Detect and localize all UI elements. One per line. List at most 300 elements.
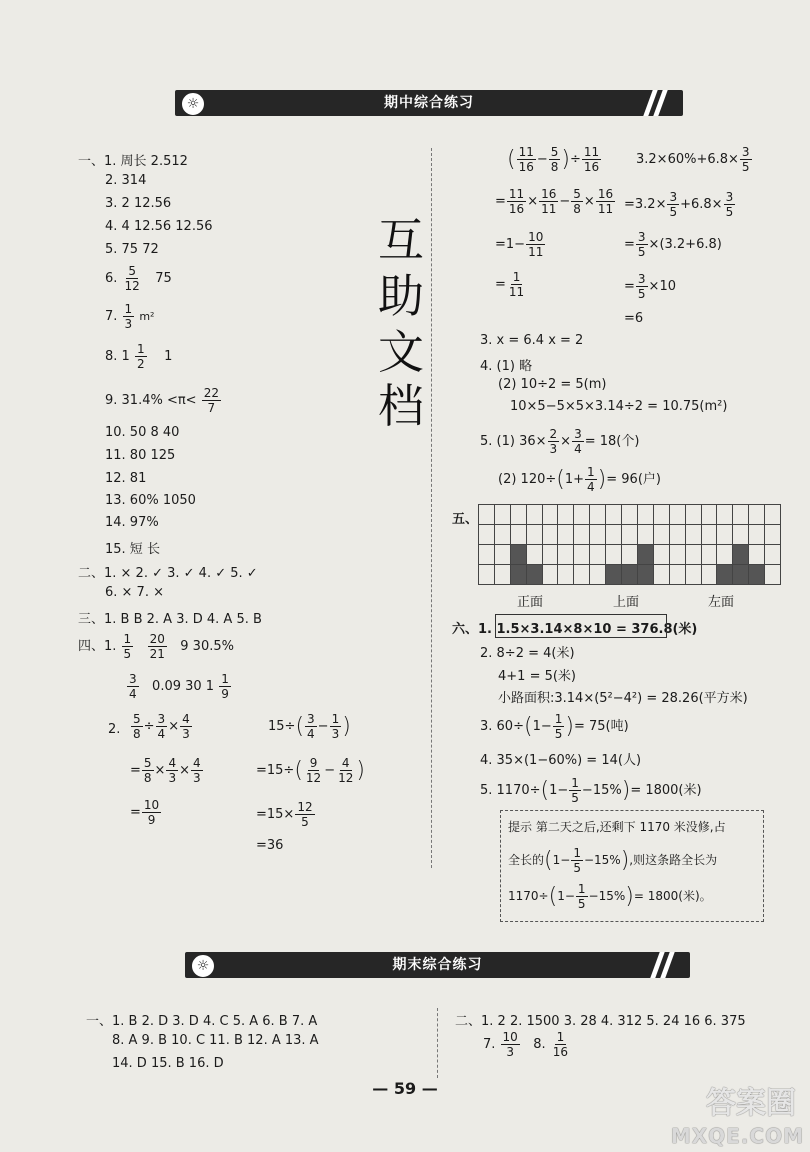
grid-cell xyxy=(637,564,654,585)
denominator: 11 xyxy=(528,245,544,259)
item-label: 8. xyxy=(533,1037,546,1052)
bracket: ( xyxy=(556,467,565,492)
bracket: ) xyxy=(625,884,634,909)
denominator: 5 xyxy=(577,897,586,911)
numerator: 10 xyxy=(502,1030,518,1044)
grid-cell xyxy=(494,544,511,565)
grid-cell xyxy=(605,564,622,585)
numerator: 11 xyxy=(583,145,600,159)
section-title: 期中综合练习 xyxy=(384,95,474,111)
fraction xyxy=(180,712,192,741)
equation-line: 15÷( $\frac{3}{4}$ − $\frac{1}{3}$ ) xyxy=(268,712,351,741)
denominator: 21 xyxy=(149,647,165,661)
denominator: 11 xyxy=(508,285,525,299)
bracket: ) xyxy=(356,758,365,783)
denominator: 4 xyxy=(574,442,582,456)
answer-line: 二、1. × 2. ✓ 3. ✓ 4. ✓ 5. ✓ xyxy=(78,566,258,581)
fraction xyxy=(582,145,601,174)
grid-cell xyxy=(685,504,702,525)
grid-cell xyxy=(573,544,590,565)
denominator: 5 xyxy=(123,647,132,661)
grid-cell xyxy=(716,544,733,565)
numerator: 1 xyxy=(512,270,521,284)
bracket: ( xyxy=(294,758,303,783)
answer-line: 小路面积:3.14×(5²−4²) = 28.26(平方米) xyxy=(498,691,748,706)
answer-line: 10. 50 8 40 xyxy=(105,425,180,440)
answer-line: 10×5−5×5×3.14÷2 = 10.75(m²) xyxy=(510,399,728,414)
answer-line: 2. 8÷2 = 4(米) xyxy=(480,646,575,661)
fraction xyxy=(571,187,583,216)
grid-cell xyxy=(542,564,559,585)
grid-cell xyxy=(653,564,670,585)
grid-cell xyxy=(732,524,749,545)
equation-text: = 96(户) xyxy=(606,472,661,487)
numerator: 5 xyxy=(128,264,136,278)
fraction xyxy=(135,342,147,371)
section-title: 期末综合练习 xyxy=(392,957,483,973)
page-number: — 59 — xyxy=(372,1079,438,1098)
bracket: ) xyxy=(565,714,574,739)
denominator: 5 xyxy=(741,160,750,174)
grid-cell xyxy=(605,504,622,525)
denominator: 3 xyxy=(331,727,340,741)
grid-cell xyxy=(669,544,686,565)
numerator: 5 xyxy=(550,145,559,159)
grid-cell xyxy=(669,564,686,585)
grid-cell xyxy=(621,544,638,565)
numerator: 1 xyxy=(587,465,595,479)
numerator: 20 xyxy=(149,632,165,646)
numerator: 3 xyxy=(307,712,315,726)
hint-line: 1170÷(1− $\frac{1}{5}$ −15%)= 1800(米)。 xyxy=(508,882,712,911)
answer-line: 4. 35×(1−60%) = 14(人) xyxy=(480,753,642,768)
section-label: 五、 xyxy=(452,512,479,527)
lightbulb-icon: ☼ xyxy=(191,954,215,978)
hint-line: 提示 第二天之后,还剩下 1170 米没修,占 xyxy=(508,820,726,834)
denominator: 12 xyxy=(124,279,140,293)
grid-cell xyxy=(716,564,733,585)
fraction xyxy=(304,756,323,785)
fraction xyxy=(576,882,588,911)
denominator: 16 xyxy=(583,160,600,174)
numerator: 2 xyxy=(549,427,558,441)
numerator: 3 xyxy=(741,145,750,159)
grid-cell xyxy=(478,564,495,585)
answer-line: 六、1. 1.5×3.14×8×10 = 376.8(米) xyxy=(452,622,698,637)
numerator: 1 xyxy=(331,712,340,726)
grid-cell xyxy=(669,504,686,525)
fraction xyxy=(636,230,648,259)
answer-line: 5. 75 72 xyxy=(105,242,159,257)
answer-value: 0.09 30 1 xyxy=(152,679,215,694)
equation-line: = $\frac{5}{8}$ × $\frac{4}{3}$ × $\frac{4}{3}$ xyxy=(130,756,201,785)
hint-text: = 1800(米)。 xyxy=(633,889,712,903)
grid-cell xyxy=(637,524,654,545)
numerator: 10 xyxy=(528,230,544,244)
equation-line: = $\frac{11}{16}$ × $\frac{16}{11}$ − $\frac{5}{8}$ × $\frac{16}{11}$ xyxy=(495,187,614,216)
numerator: 5 xyxy=(573,187,581,201)
grid-cell xyxy=(526,524,543,545)
answer-line: 5. 1170÷(1− $\frac{1}{5}$ −15%)= 1800(米) xyxy=(480,776,702,805)
denominator: 9 xyxy=(221,687,229,701)
equation-line xyxy=(624,190,736,219)
denominator: 8 xyxy=(133,727,141,741)
answer-line xyxy=(126,672,232,701)
answer-line xyxy=(105,302,154,331)
numerator: 22 xyxy=(203,386,219,400)
answer-value: 1 xyxy=(164,349,173,364)
grid-cell xyxy=(589,544,606,565)
denominator: 12 xyxy=(338,771,354,785)
column-divider xyxy=(437,1008,438,1078)
fraction xyxy=(202,386,221,415)
watermark-logo: 答案圈 xyxy=(706,1086,796,1121)
grid-cell xyxy=(685,564,702,585)
answer-line: 6. × 7. × xyxy=(105,585,164,600)
grid-cell xyxy=(653,504,670,525)
grid-cell xyxy=(542,504,559,525)
fraction xyxy=(123,264,142,293)
grid-cell xyxy=(621,504,638,525)
denominator: 12 xyxy=(305,771,322,785)
grid-cell xyxy=(732,504,749,525)
fraction xyxy=(553,712,565,741)
column-divider xyxy=(431,148,432,868)
fraction xyxy=(219,672,231,701)
denominator: 5 xyxy=(301,815,309,829)
equation-text: ×10 xyxy=(648,279,676,294)
fraction xyxy=(551,1030,570,1059)
equation-line xyxy=(495,230,546,259)
hint-line: 全长的(1− $\frac{1}{5}$ −15%),则这条路全长为 xyxy=(508,846,718,875)
denominator: 4 xyxy=(587,480,595,494)
numerator: 11 xyxy=(518,145,534,159)
grid-cell xyxy=(605,544,622,565)
item-label: 9. 31.4% <π< xyxy=(105,393,197,408)
fraction xyxy=(123,302,135,331)
bracket: ( xyxy=(548,884,558,909)
fraction xyxy=(166,756,178,785)
denominator: 11 xyxy=(597,202,614,216)
handwritten-text: 文 xyxy=(378,325,424,379)
fraction xyxy=(549,145,561,174)
answer-line: 8. A 9. B 10. C 11. B 12. A 13. A xyxy=(112,1033,319,1048)
denominator: 8 xyxy=(550,160,559,174)
fraction xyxy=(740,145,752,174)
grid-cell xyxy=(685,544,702,565)
equation-text: =1− xyxy=(495,237,526,252)
denominator: 3 xyxy=(193,771,201,785)
answer-value: 9 30.5% xyxy=(180,639,234,654)
answer-line: 二、1. 2 2. 1500 3. 28 4. 312 5. 24 16 6. 375 xyxy=(455,1014,746,1029)
denominator: 8 xyxy=(143,771,152,785)
grid-cell xyxy=(764,504,781,525)
denominator: 3 xyxy=(506,1045,514,1059)
numerator: 10 xyxy=(143,798,160,812)
grid-cell xyxy=(494,504,511,525)
equation-line: = $\frac{1}{11}$ xyxy=(495,270,525,299)
answer-box xyxy=(495,614,667,638)
denominator: 4 xyxy=(129,687,137,701)
numerator: 4 xyxy=(193,756,201,770)
numerator: 4 xyxy=(182,712,190,726)
numerator: 3 xyxy=(725,190,734,204)
answer-value: 75 xyxy=(155,271,172,286)
numerator: 1 xyxy=(123,632,132,646)
equation-line: =6 xyxy=(624,311,644,326)
grid-cell xyxy=(557,544,574,565)
section-banner-final xyxy=(185,952,690,978)
numerator: 3 xyxy=(157,712,166,726)
grid-cell xyxy=(573,564,590,585)
denominator: 3 xyxy=(182,727,190,741)
numerator: 11 xyxy=(508,187,525,201)
fraction xyxy=(539,187,558,216)
numerator: 1 xyxy=(571,776,579,790)
handwritten-text: 档 xyxy=(378,379,424,433)
fraction xyxy=(330,712,342,741)
numerator: 5 xyxy=(143,756,152,770)
answer-line: 15. 短 长 xyxy=(105,542,160,557)
grid-cell xyxy=(526,544,543,565)
fraction xyxy=(517,145,536,174)
hint-text: ,则这条路全长为 xyxy=(629,853,718,867)
answer-line: 4+1 = 5(米) xyxy=(498,669,577,684)
equation-text: =3.2× xyxy=(624,197,667,212)
fraction xyxy=(142,756,154,785)
grid-cell xyxy=(748,504,765,525)
numerator: 3 xyxy=(637,272,646,286)
answer-line: 一、1. B 2. D 3. D 4. C 5. A 6. B 7. A xyxy=(86,1014,318,1029)
fraction xyxy=(571,846,583,875)
numerator: 16 xyxy=(597,187,614,201)
fraction xyxy=(148,632,167,661)
grid-cell xyxy=(621,564,638,585)
hint-text: −15% xyxy=(588,889,626,903)
grid-cell xyxy=(510,544,527,565)
answer-line: 14. D 15. B 16. D xyxy=(112,1056,224,1071)
grid-cell xyxy=(542,524,559,545)
grid-cell xyxy=(685,524,702,545)
grid-cell xyxy=(589,564,606,585)
numerator: 5 xyxy=(133,712,141,726)
equation-line: = $\frac{10}{9}$ xyxy=(130,798,160,827)
denominator: 5 xyxy=(669,205,678,219)
denominator: 2 xyxy=(136,357,145,371)
answer-line xyxy=(105,342,172,371)
unit-label: m² xyxy=(139,310,155,323)
grid-cell xyxy=(716,524,733,545)
answer-line: 2. xyxy=(108,722,121,737)
answer-line: 2. 314 xyxy=(105,173,147,188)
fraction xyxy=(142,798,161,827)
grid-cell xyxy=(557,504,574,525)
grid-cell xyxy=(526,564,543,585)
equation-text: = 75(吨) xyxy=(573,719,629,734)
bracket: ) xyxy=(561,147,571,172)
bracket: ( xyxy=(540,778,550,803)
item-label: 7. xyxy=(105,309,118,324)
bracket: ) xyxy=(620,848,630,873)
grid-cell xyxy=(573,504,590,525)
grid-cell xyxy=(764,564,781,585)
handwritten-text: 助 xyxy=(378,269,424,323)
numerator: 1 xyxy=(124,302,133,316)
answer-line: (2) 10÷2 = 5(m) xyxy=(498,377,607,392)
watermark-site: MXQE.COM xyxy=(670,1124,804,1148)
view-label: 左面 xyxy=(708,595,735,610)
grid-cell xyxy=(494,524,511,545)
grid-cell xyxy=(526,504,543,525)
bracket: ) xyxy=(621,778,631,803)
answer-line: 三、1. B B 2. A 3. D 4. A 5. B xyxy=(78,612,262,627)
numerator: 4 xyxy=(341,756,350,770)
denominator: 7 xyxy=(207,401,216,415)
equation-text: = 1800(米) xyxy=(630,783,702,798)
equation-line: $\frac{5}{8}$ ÷ $\frac{3}{4}$ × $\frac{4}{3}$ xyxy=(133,712,190,741)
grid-cell xyxy=(478,504,495,525)
denominator: 16 xyxy=(508,202,525,216)
fraction xyxy=(336,756,355,785)
denominator: 5 xyxy=(554,727,563,741)
fraction xyxy=(507,270,526,299)
grid-cell xyxy=(637,504,654,525)
fraction xyxy=(526,230,545,259)
grid-cell xyxy=(764,524,781,545)
grid-cell xyxy=(589,504,606,525)
answer-line: (2) 120÷(1+ $\frac{1}{4}$ )= 96(户) xyxy=(498,465,661,494)
equation-text: =15× xyxy=(256,807,295,822)
grid-cell xyxy=(716,504,733,525)
fraction xyxy=(572,427,584,456)
fraction xyxy=(122,632,134,661)
equation-text: 5. (1) 36× xyxy=(480,434,547,449)
grid-cell xyxy=(748,544,765,565)
grid-cell xyxy=(510,504,527,525)
grid-cell xyxy=(494,564,511,585)
answer-line: 3. x = 6.4 x = 2 xyxy=(480,333,584,348)
grid-cell xyxy=(542,544,559,565)
fraction xyxy=(667,190,679,219)
three-view-grid xyxy=(478,504,780,584)
equation-text: = 18(个) xyxy=(584,434,640,449)
numerator: 3 xyxy=(637,230,646,244)
answer-line xyxy=(105,264,172,293)
fraction xyxy=(507,187,526,216)
fraction xyxy=(131,712,143,741)
equation-text: +6.8× xyxy=(680,197,723,212)
numerator: 3 xyxy=(574,427,582,441)
answer-line: 12. 81 xyxy=(105,471,147,486)
equation-line: =15÷( $\frac{9}{12}$ − $\frac{4}{12}$ ) xyxy=(256,756,365,785)
fraction xyxy=(636,272,648,301)
view-label: 正面 xyxy=(517,595,544,610)
grid-cell xyxy=(732,544,749,565)
hint-text: 1170÷ xyxy=(508,889,549,903)
equation-line: ( $\frac{11}{16}$ − $\frac{5}{8}$ )÷ $\frac{11}{16}$ xyxy=(507,145,600,174)
numerator: 9 xyxy=(309,756,318,770)
section-banner-midterm xyxy=(175,90,683,116)
answer-line: 4. (1) 略 xyxy=(480,359,533,374)
equation-text: −15% xyxy=(581,783,622,798)
answer-line xyxy=(483,1030,571,1059)
numerator: 1 xyxy=(136,342,145,356)
numerator: 16 xyxy=(541,187,557,201)
grid-cell xyxy=(653,544,670,565)
bracket: ) xyxy=(597,467,607,492)
answer-line: 3. 2 12.56 xyxy=(105,196,172,211)
fraction xyxy=(191,756,203,785)
denominator: 5 xyxy=(725,205,734,219)
bracket: ( xyxy=(544,848,553,873)
denominator: 3 xyxy=(124,317,133,331)
grid-cell xyxy=(653,524,670,545)
bracket: ( xyxy=(507,147,516,172)
equation-text: 3.2×60%+6.8× xyxy=(636,152,739,167)
numerator: 1 xyxy=(573,846,581,860)
grid-cell xyxy=(605,524,622,545)
numerator: 3 xyxy=(129,672,137,686)
numerator: 12 xyxy=(297,800,313,814)
equation-line xyxy=(636,145,753,174)
grid-cell xyxy=(748,564,765,585)
numerator: 4 xyxy=(168,756,177,770)
denominator: 5 xyxy=(637,245,646,259)
equation-text: =15÷ xyxy=(256,763,295,778)
answer-line: 13. 60% 1050 xyxy=(105,493,196,508)
item-label: 四、1. xyxy=(78,639,117,654)
numerator: 1 xyxy=(221,672,229,686)
item-label: 6. xyxy=(105,271,118,286)
denominator: 5 xyxy=(571,791,579,805)
grid-cell xyxy=(557,524,574,545)
equation-text: 3. 60÷ xyxy=(480,719,524,734)
fraction xyxy=(295,800,314,829)
item-label: 7. xyxy=(483,1037,496,1052)
grid-cell xyxy=(748,524,765,545)
grid-cell xyxy=(621,524,638,545)
equation-line xyxy=(256,800,316,829)
equation-text: 5. 1170÷ xyxy=(480,783,541,798)
grid-cell xyxy=(764,544,781,565)
denominator: 16 xyxy=(518,160,534,174)
equation-line: =36 xyxy=(256,838,284,853)
denominator: 3 xyxy=(549,442,558,456)
denominator: 16 xyxy=(552,1045,569,1059)
view-label: 上面 xyxy=(613,595,640,610)
fraction xyxy=(585,465,597,494)
grid-cell xyxy=(701,564,718,585)
grid-cell xyxy=(669,524,686,545)
answer-line: 4. 4 12.56 12.56 xyxy=(105,219,213,234)
handwritten-text: 互 xyxy=(378,213,424,267)
grid-cell xyxy=(557,564,574,585)
numerator: 3 xyxy=(669,190,678,204)
numerator: 1 xyxy=(554,712,563,726)
denominator: 4 xyxy=(307,727,315,741)
fraction xyxy=(548,427,560,456)
answer-line xyxy=(78,632,234,661)
fraction xyxy=(127,672,139,701)
fraction xyxy=(596,187,615,216)
denominator: 11 xyxy=(541,202,557,216)
numerator: 1 xyxy=(577,882,586,896)
numerator: 1 xyxy=(556,1030,565,1044)
equation-text: (2) 120÷ xyxy=(498,472,557,487)
hint-text: 全长的 xyxy=(508,853,545,867)
answer-line: 3. 60÷(1− $\frac{1}{5}$ )= 75(吨) xyxy=(480,712,629,741)
equation-line: = $\frac{3}{5}$ ×(3.2+6.8) xyxy=(624,230,722,259)
